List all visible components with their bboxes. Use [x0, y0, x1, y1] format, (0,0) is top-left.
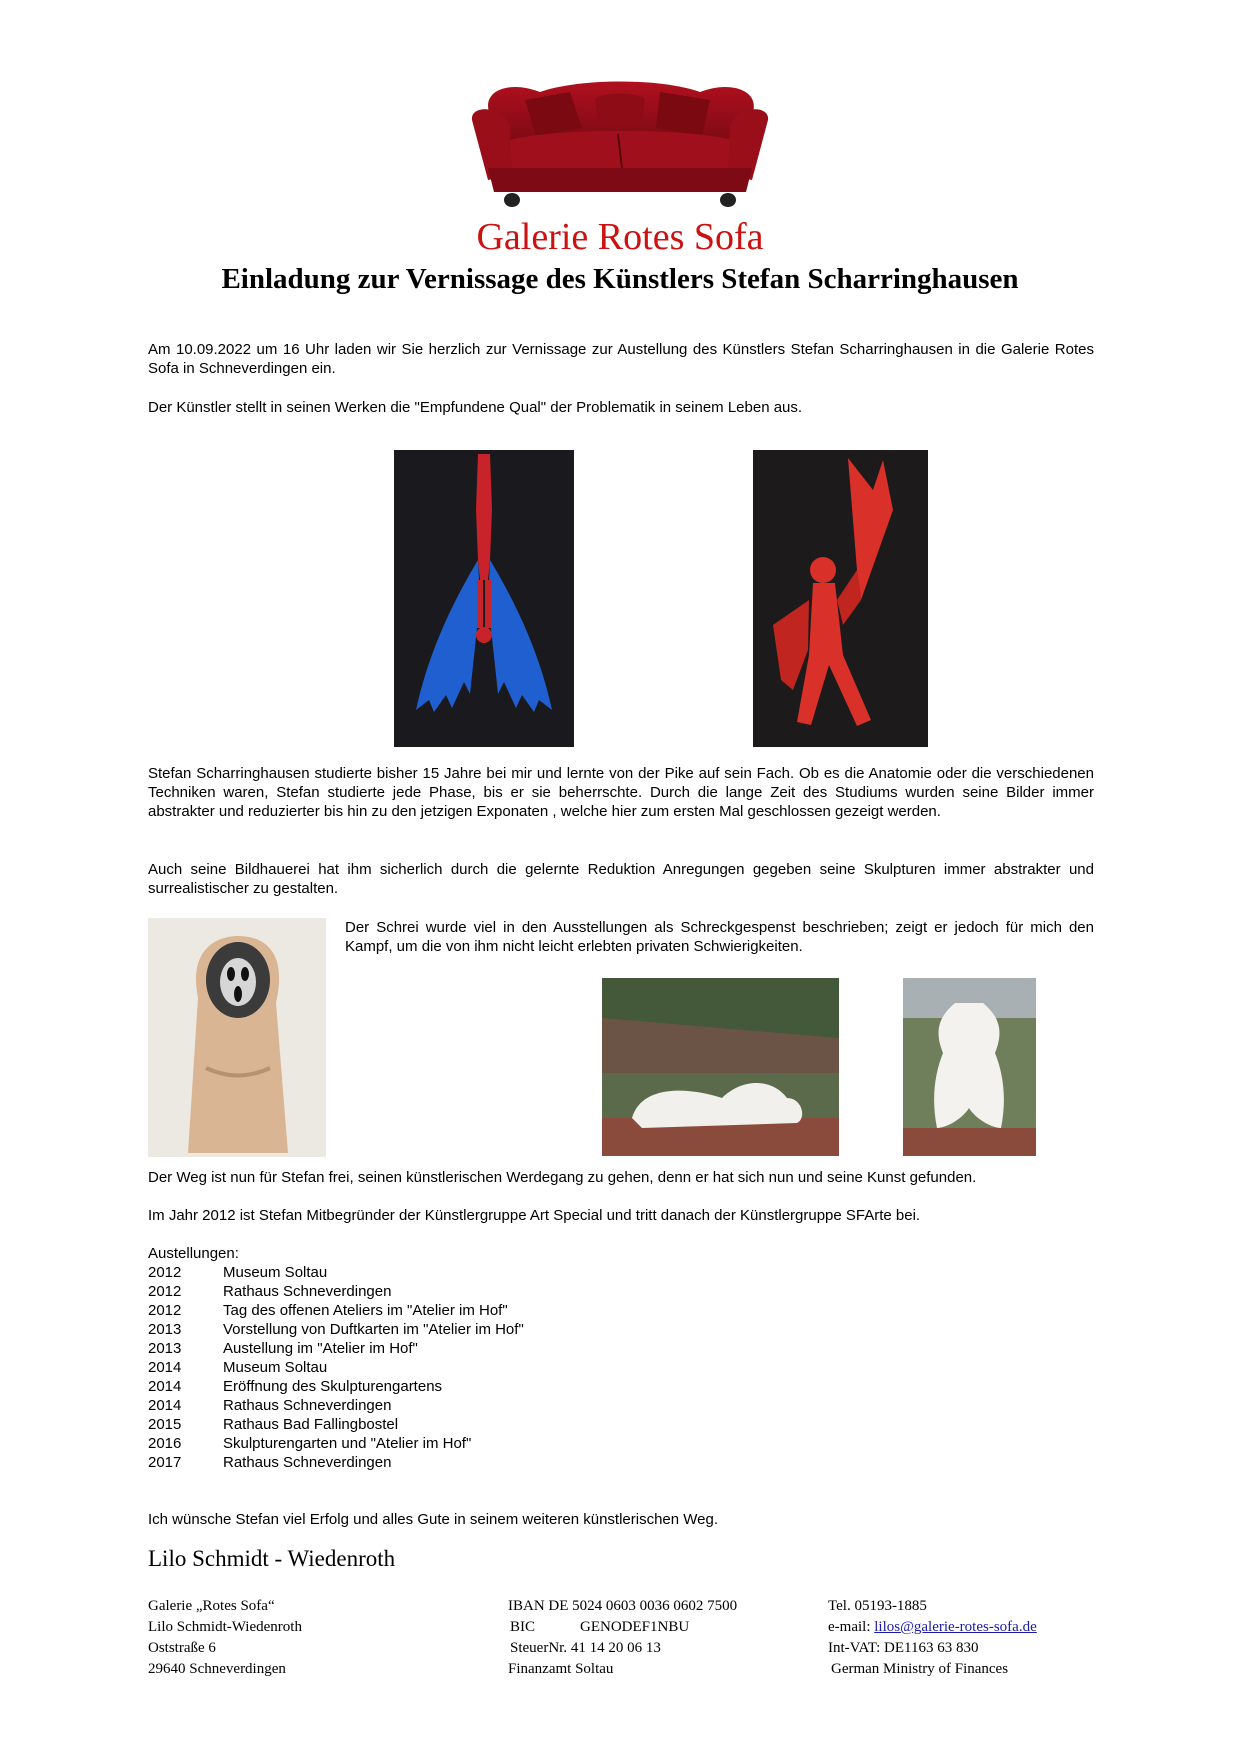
footer-email-label: e-mail:	[828, 1619, 871, 1635]
gallery-title: Galerie Rotes Sofa	[476, 216, 764, 258]
exhibition-row	[148, 1320, 748, 1339]
exhibition-year: 2013	[148, 1340, 182, 1357]
exhibition-row	[148, 1453, 748, 1472]
footer-bic-line	[508, 1617, 808, 1638]
exhibition-year: 2012	[148, 1283, 182, 1300]
exhibition-place: Rathaus Schneverdingen	[223, 1283, 392, 1300]
sculpture-reclining-figure	[602, 978, 839, 1156]
exhibition-place: Rathaus Schneverdingen	[223, 1454, 392, 1471]
closing-wish: Ich wünsche Stefan viel Erfolg und alles Gute in seinem weiteren künstlerischen Weg.	[148, 1511, 719, 1528]
footer-contact	[828, 1596, 1128, 1680]
invitation-heading: Einladung zur Vernissage des Künstlers Stefan Scharringhausen	[221, 263, 1019, 295]
footer-bic: GENODEF1NBU	[580, 1619, 690, 1635]
exhibition-year: 2013	[148, 1321, 182, 1338]
exhibition-row	[148, 1358, 748, 1377]
footer-street: Oststraße 6	[148, 1640, 216, 1656]
exhibition-place: Eröffnung des Skulpturengartens	[223, 1378, 443, 1395]
footer-tel: Tel. 05193-1885	[828, 1598, 927, 1614]
footer-ministry: German Ministry of Finances	[831, 1661, 1009, 1677]
signature: Lilo Schmidt - Wiedenroth	[148, 1546, 396, 1571]
footer-gallery: Galerie „Rotes Sofa“	[148, 1598, 275, 1614]
exhibition-year: 2015	[148, 1416, 182, 1433]
footer-bank	[508, 1596, 808, 1680]
footer-email-line	[828, 1617, 1128, 1638]
exhibition-place: Museum Soltau	[223, 1264, 328, 1281]
exhibition-row	[148, 1301, 748, 1320]
exhibition-row	[148, 1434, 748, 1453]
scream-paragraph: Der Schrei wurde viel in den Ausstellungen als Schreckgespenst beschrieben; zeigt er jedoch für mich den Kampf, um die von ihm nicht leicht erlebten privaten Schwierigkeiten.	[345, 919, 1094, 955]
exhibition-year: 2014	[148, 1378, 182, 1395]
exhibition-year: 2014	[148, 1397, 182, 1414]
exhibition-year: 2017	[148, 1454, 182, 1471]
sculpture-torso	[903, 978, 1036, 1156]
path-paragraph: Der Weg ist nun für Stefan frei, seinen künstlerischen Werdegang zu gehen, denn er hat sich nun und seine Kunst gefunden.	[148, 1169, 977, 1186]
exhibition-year: 2012	[148, 1264, 182, 1281]
exhibition-place: Vorstellung von Duftkarten im "Atelier im Hof"	[223, 1321, 524, 1338]
exhibition-row	[148, 1377, 748, 1396]
footer-tax: SteuerNr. 41 14 20 06 13	[510, 1640, 661, 1656]
exhibition-year: 2012	[148, 1302, 182, 1319]
exhibition-row	[148, 1396, 748, 1415]
exhibition-row	[148, 1263, 748, 1282]
exhibition-place: Tag des offenen Ateliers im "Atelier im Hof"	[223, 1302, 508, 1319]
painting-red-figure	[753, 450, 928, 747]
theme-paragraph: Der Künstler stellt in seinen Werken die "Empfundene Qual" der Problematik in seinem Leben aus.	[148, 399, 803, 416]
intro-paragraph: Am 10.09.2022 um 16 Uhr laden wir Sie herzlich zur Vernissage zur Austellung des Künstlers Stefan Scharringhausen in die Galerie Rotes Sofa in Schneverdingen ein.	[148, 341, 1094, 377]
red-sofa-icon	[470, 70, 770, 215]
exhibition-row	[148, 1282, 748, 1301]
exhibitions-label: Austellungen:	[148, 1245, 239, 1262]
painting-blue-wings	[394, 450, 574, 747]
study-paragraph: Stefan Scharringhausen studierte bisher 15 Jahre bei mir und lernte von der Pike auf sein Fach. Ob es die Anatomie oder die verschiedenen Techniken waren, Stefan studierte jede Phase, bis er sie beherrschte. Durch die lange Zeit des Studiums wurden seine Bilder immer abstrakter und reduzierter bis hin zu den jetzigen Exponaten , welche hier zum ersten Mal geschlossen gezeigt werden.	[148, 765, 1094, 820]
exhibition-year: 2014	[148, 1359, 182, 1376]
exhibition-year: 2016	[148, 1435, 182, 1452]
footer-city: 29640 Schneverdingen	[148, 1661, 286, 1677]
footer-iban: IBAN DE 5024 0603 0036 0602 7500	[508, 1598, 738, 1614]
exhibition-place: Rathaus Schneverdingen	[223, 1397, 392, 1414]
exhibition-place: Skulpturengarten und "Atelier im Hof"	[223, 1435, 472, 1452]
exhibition-row	[148, 1339, 748, 1358]
email-link[interactable]: lilos@galerie-rotes-sofa.de	[874, 1619, 1037, 1635]
sculpture-paragraph: Auch seine Bildhauerei hat ihm sicherlich durch die gelernte Reduktion Anregungen gegeben seine Skulpturen immer abstrakter und surrealistischer zu gestalten.	[148, 861, 1094, 897]
footer-vat: Int-VAT: DE1163 63 830	[828, 1640, 979, 1656]
group-paragraph: Im Jahr 2012 ist Stefan Mitbegründer der Künstlergruppe Art Special und tritt danach der Künstlergruppe SFArte bei.	[148, 1207, 921, 1224]
footer-address	[148, 1596, 468, 1680]
exhibition-place: Rathaus Bad Fallingbostel	[223, 1416, 399, 1433]
exhibition-place: Austellung im "Atelier im Hof"	[223, 1340, 418, 1357]
sculpture-scream	[148, 918, 326, 1157]
exhibition-row	[148, 1415, 748, 1434]
exhibition-place: Museum Soltau	[223, 1359, 328, 1376]
footer-owner: Lilo Schmidt-Wiedenroth	[148, 1619, 302, 1635]
footer-tax-office: Finanzamt Soltau	[508, 1661, 614, 1677]
footer-bic-label: BIC	[510, 1619, 536, 1635]
